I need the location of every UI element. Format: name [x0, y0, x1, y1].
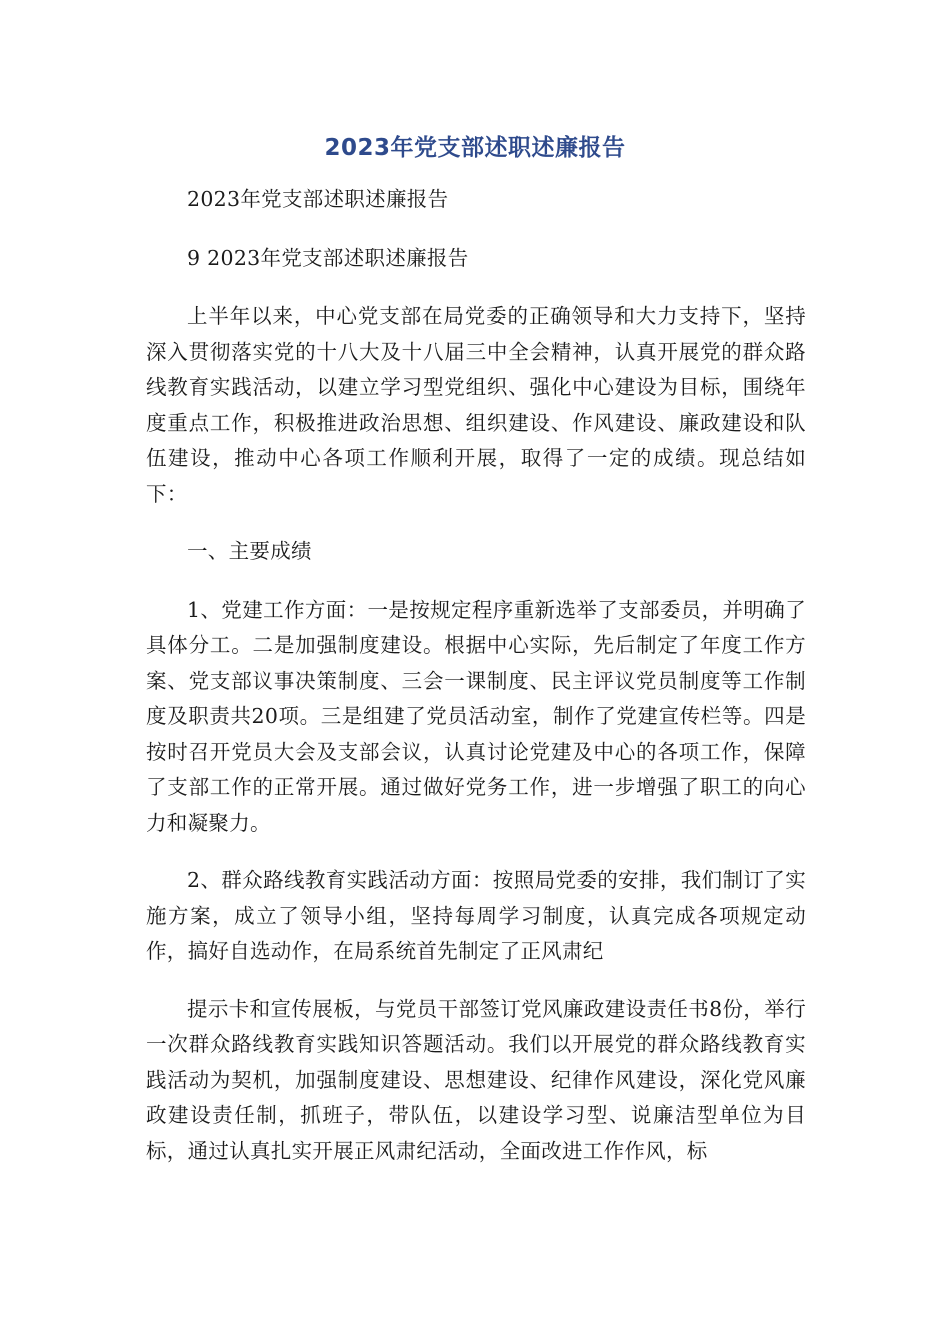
paragraph-continuation: 提示卡和宣传展板，与党员干部签订党风廉政建设责任书8份，举行一次群众路线教育实践知识答题活动。我们以开展党的群众路线教育实践活动为契机，加强制度建设、思想建设、纪律作风建设，深化党风廉政建设责任制，抓班子，带队伍，以建设学习型、说廉洁型单位为目标，通过认真扎实开展正风肃纪活动，全面改进工作作风，标 — [146, 996, 806, 1163]
paragraph-subtitle: 2023年党支部述职述廉报告 — [187, 187, 449, 211]
section-heading-main-achievements: 一、主要成绩 — [187, 539, 312, 563]
document-title: 2023年党支部述职述廉报告 — [324, 135, 626, 161]
paragraph-subtitle-numbered: 9 2023年党支部述职述廉报告 — [187, 245, 469, 270]
paragraph-party-building: 1、党建工作方面：一是按规定程序重新选举了支部委员，并明确了具体分工。二是加强制度建设。根据中心实际，先后制定了年度工作方案、党支部议事决策制度、三会一课制度、民主评议党员制度等工作制度及职责共20项。三是组建了党员活动室，制作了党建宣传栏等。四是按时召开党员大会及支部会议，认真讨论党建及中心的各项工作，保障了支部工作的正常开展。通过做好党务工作，进一步增强了职工的向心力和凝聚力。 — [146, 597, 806, 835]
paragraph-mass-line: 2、群众路线教育实践活动方面：按照局党委的安排，我们制订了实施方案，成立了领导小组，坚持每周学习制度，认真完成各项规定动作，搞好自选动作，在局系统首先制定了正风肃纪 — [146, 868, 806, 963]
document-body — [146, 182, 806, 1191]
paragraph-intro: 上半年以来，中心党支部在局党委的正确领导和大力支持下，坚持深入贯彻落实党的十八大及十八届三中全会精神，认真开展党的群众路线教育实践活动，以建立学习型党组织、强化中心建设为目标，围绕年度重点工作，积极推进政治思想、组织建设、作风建设、廉政建设和队伍建设，推动中心各项工作顺利开展，取得了一定的成绩。现总结如下： — [146, 304, 806, 506]
